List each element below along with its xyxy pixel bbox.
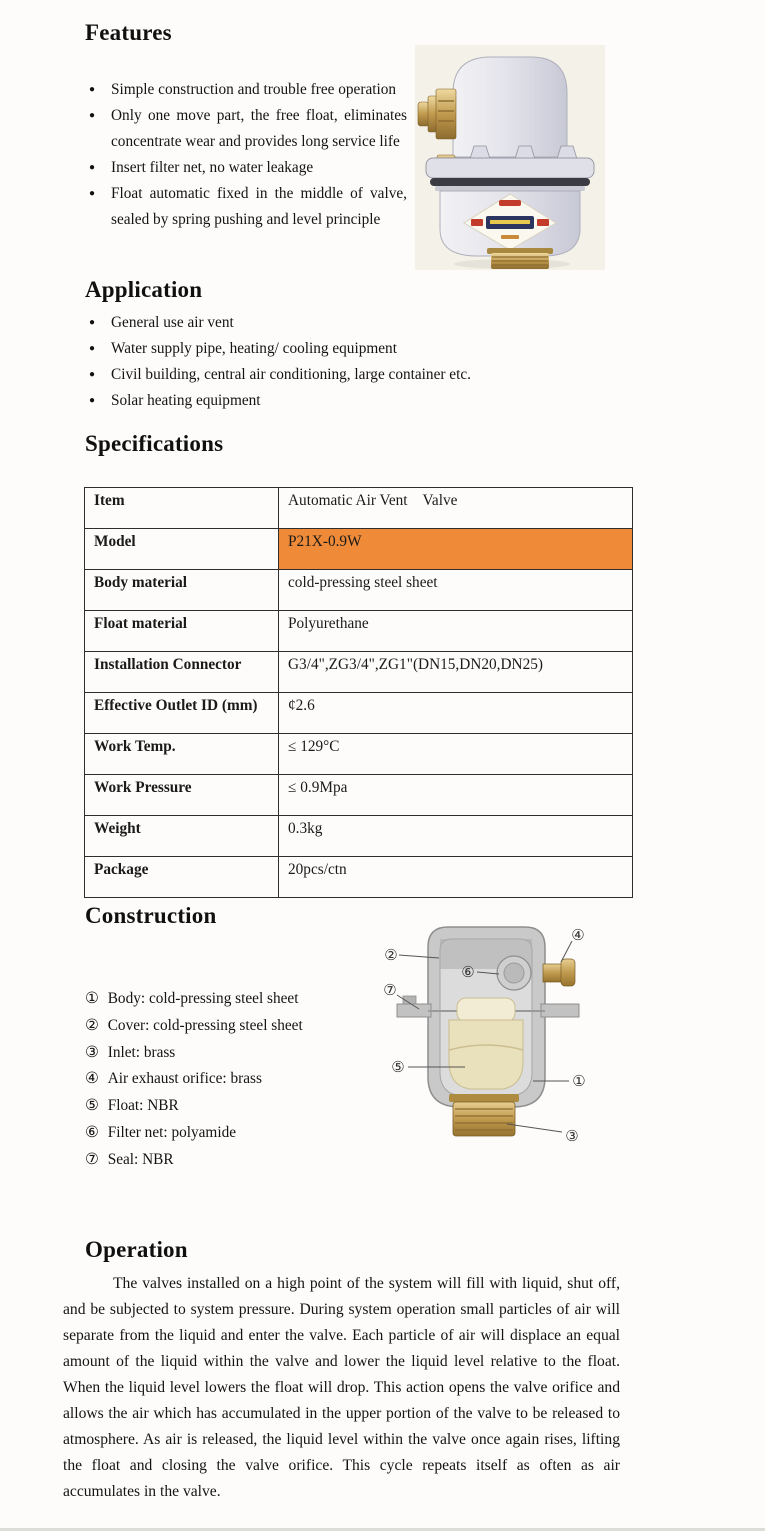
diagram-callout-cover: ② xyxy=(384,948,398,964)
diagram-callout-body: ① xyxy=(572,1074,586,1090)
spec-value-cell: Automatic Air Vent Valve xyxy=(279,488,633,529)
item-number: ① xyxy=(85,990,99,1007)
spec-label-cell: Weight xyxy=(85,816,279,857)
list-item: ● Simple construction and trouble free operation xyxy=(85,77,407,103)
specifications-heading: Specifications xyxy=(85,431,224,456)
spec-value-cell: ≤ 129°C xyxy=(279,734,633,775)
item-text: Filter net: polyamide xyxy=(107,1123,237,1141)
list-item: ● Insert filter net, no water leakage xyxy=(85,155,407,181)
features-list xyxy=(85,77,407,233)
diagram-callout-inlet: ③ xyxy=(565,1129,579,1145)
list-item xyxy=(85,1147,303,1174)
spec-value-cell: ¢2.6 xyxy=(279,693,633,734)
item-text: Body: cold-pressing steel sheet xyxy=(107,990,299,1007)
item-number: ③ xyxy=(85,1043,99,1061)
diagram-callout-exhaust: ④ xyxy=(571,928,585,944)
spec-value-cell-model: P21X-0.9W xyxy=(279,529,633,570)
spec-label-cell: Work Temp. xyxy=(85,734,279,775)
spec-label-cell: Float material xyxy=(85,611,279,652)
table-row xyxy=(85,611,633,652)
table-row xyxy=(85,652,633,693)
list-item: ● Water supply pipe, heating/ cooling equipment xyxy=(85,336,535,362)
list-item: ● Only one move part, the free float, eliminates concentrate wear and provides long service life xyxy=(85,103,407,155)
item-text: Seal: NBR xyxy=(107,1150,174,1168)
table-row xyxy=(85,570,633,611)
list-item xyxy=(85,1066,303,1093)
spec-label-cell: Installation Connector xyxy=(85,652,279,693)
diagram-callout-seal: ⑦ xyxy=(383,983,397,999)
construction-list xyxy=(85,986,303,1174)
construction-heading: Construction xyxy=(85,903,217,928)
operation-heading: Operation xyxy=(85,1237,188,1262)
item-text: Cover: cold-pressing steel sheet xyxy=(107,1016,303,1034)
spec-label-cell: Package xyxy=(85,857,279,898)
construction-diagram xyxy=(373,912,618,1164)
list-item: ● General use air vent xyxy=(85,310,535,336)
product-photo xyxy=(415,45,605,270)
item-number: ④ xyxy=(85,1070,99,1088)
list-item xyxy=(85,1013,303,1040)
spec-value-cell: 0.3kg xyxy=(279,816,633,857)
brass-thread xyxy=(487,248,553,269)
table-row xyxy=(85,816,633,857)
item-text: Float: NBR xyxy=(107,1097,179,1115)
spec-value-cell: 20pcs/ctn xyxy=(279,857,633,898)
table-row xyxy=(85,857,633,898)
item-number: ⑥ xyxy=(85,1123,99,1141)
table-row xyxy=(85,693,633,734)
diagram-callout-filter: ⑥ xyxy=(461,965,475,981)
list-item: ● Float automatic fixed in the middle of valve, sealed by spring pushing and level principle xyxy=(85,181,407,233)
table-row xyxy=(85,488,633,529)
list-item: ● Civil building, central air conditioning, large container etc. xyxy=(85,362,535,388)
spec-label-cell: Work Pressure xyxy=(85,775,279,816)
features-heading: Features xyxy=(85,20,172,45)
spec-value-cell: ≤ 0.9Mpa xyxy=(279,775,633,816)
application-heading: Application xyxy=(85,277,203,302)
specifications-table xyxy=(84,487,633,898)
item-number: ② xyxy=(85,1016,99,1034)
list-item xyxy=(85,1120,303,1147)
spec-label-cell: Effective Outlet ID (mm) xyxy=(85,693,279,734)
table-row xyxy=(85,775,633,816)
list-item xyxy=(85,1093,303,1120)
item-number: ⑤ xyxy=(85,1097,99,1115)
diagram-callout-float: ⑤ xyxy=(391,1060,405,1076)
spec-label-cell: Model xyxy=(85,529,279,570)
application-list xyxy=(85,310,535,414)
item-text: Inlet: brass xyxy=(107,1043,176,1061)
operation-paragraph: The valves installed on a high point of the system will fill with liquid, shut off, and be subjected to system pressure. During system operation small particles of air will separate from the liquid and enter the valve. Each particle of air will displace an equal amount of the liquid within the valve and lower the liquid level relative to the float. When the liquid level lowers the float will drop. This action opens the valve orifice and allows the air which has accumulated in the upper portion of the valve to be released to atmosphere. As air is released, the liquid level within the valve once again rises, lifting the float and closing the valve orifice. This cycle repeats itself as often as air accumulates in the valve. xyxy=(63,1275,620,1500)
table-row xyxy=(85,734,633,775)
spec-value-cell: Polyurethane xyxy=(279,611,633,652)
spec-label-cell: Body material xyxy=(85,570,279,611)
spec-value-cell: G3/4",ZG3/4",ZG1"(DN15,DN20,DN25) xyxy=(279,652,633,693)
table-row xyxy=(85,529,633,570)
spec-value-cell: cold-pressing steel sheet xyxy=(279,570,633,611)
list-item: ● Solar heating equipment xyxy=(85,388,535,414)
list-item xyxy=(85,986,303,1013)
item-number: ⑦ xyxy=(85,1150,99,1168)
item-text: Air exhaust orifice: brass xyxy=(107,1070,262,1088)
list-item xyxy=(85,1040,303,1067)
spec-label-cell: Item xyxy=(85,488,279,529)
